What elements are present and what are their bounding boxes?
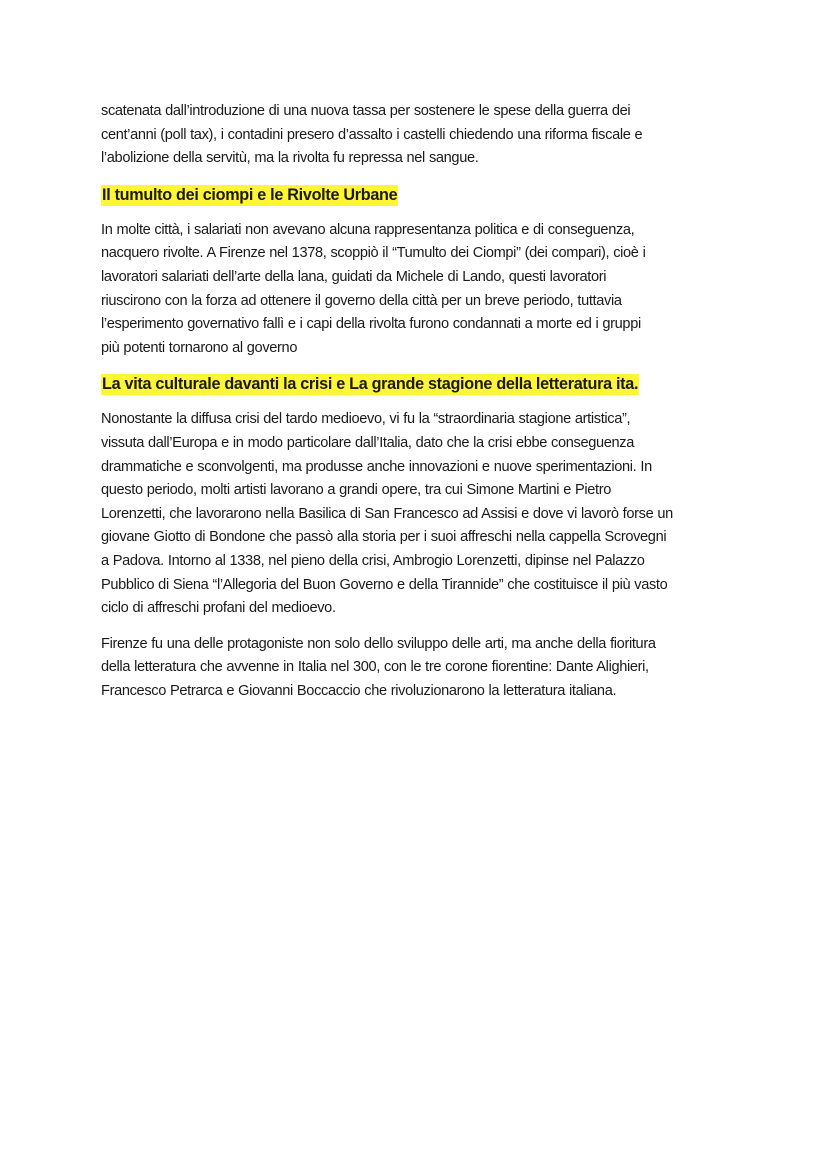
highlighted-heading-text: Il tumulto dei ciompi e le Rivolte Urbane [102,185,398,204]
heading-tumulto-ciompi [101,183,741,207]
paragraph-poll-tax [101,100,741,171]
text-line: drammatiche e sconvolgenti, ma produsse anche innovazioni e nuove sperimentazioni. In [101,458,652,475]
text-line: scatenata dall’introduzione di una nuova tassa per sostenere le spese della guerra dei [101,103,631,119]
paragraph-ciompi [101,219,741,361]
paragraph-stagione-artistica [101,408,741,620]
text-line: Firenze fu una delle protagoniste non solo dello sviluppo delle arti, ma anche della fioritura [101,635,656,652]
text-line: a Padova. Intorno al 1338, nel pieno della crisi, Ambrogio Lorenzetti, dipinse nel Palazzo [101,552,645,569]
text-line: giovane Giotto di Bondone che passò alla storia per i suoi affreschi nella cappella Scrovegni [101,529,667,546]
text-line: Lorenzetti, che lavorarono nella Basilica di San Francesco ad Assisi e dove vi lavorò forse un [101,505,673,522]
text-line: questo periodo, molti artisti lavorano a grandi opere, tra cui Simone Martini e Pietro [101,482,611,499]
text-line: Francesco Petrarca e Giovanni Boccaccio che rivoluzionarono la letteratura italiana. [101,682,617,699]
text-line: cent’anni (poll tax), i contadini presero d’assalto i castelli chiedendo una riforma fiscale e [101,126,643,143]
text-line: più potenti tornarono al governo [101,339,298,356]
text-line: Pubblico di Siena “l’Allegoria del Buon Governo e della Tirannide” che costituisce il più vasto [101,576,668,593]
text-line: ciclo di affreschi profani del medioevo. [101,600,336,617]
text-line: della letteratura che avvenne in Italia nel 300, con le tre corone fiorentine: Dante Alighieri, [101,659,649,676]
text-line: vissuta dall’Europa e in modo particolare dall’Italia, dato che la crisi ebbe conseguenza [101,434,635,451]
text-line: l’abolizione della servitù, ma la rivolta fu repressa nel sangue. [101,150,479,167]
heading-vita-culturale [101,372,741,396]
text-line: In molte città, i salariati non avevano alcuna rappresentanza politica e di conseguenza, [101,221,635,238]
paragraph-tre-corone [101,633,741,704]
text-line: nacquero rivolte. A Firenze nel 1378, scoppiò il “Tumulto dei Ciompi” (dei compari), cioè i [101,245,646,262]
highlighted-heading-text: La vita culturale davanti la crisi e La grande stagione della letteratura ita. [102,375,639,394]
text-line: l’esperimento governativo fallì e i capi della rivolta furono condannati a morte ed i gruppi [101,316,641,333]
document-body [101,100,741,715]
text-line: riuscirono con la forza ad ottenere il governo della città per un breve periodo, tuttavia [101,292,622,309]
text-line: lavoratori salariati dell’arte della lana, guidati da Michele di Lando, questi lavoratori [101,268,607,285]
text-line: Nonostante la diffusa crisi del tardo medioevo, vi fu la “straordinaria stagione artistica”, [101,411,631,428]
